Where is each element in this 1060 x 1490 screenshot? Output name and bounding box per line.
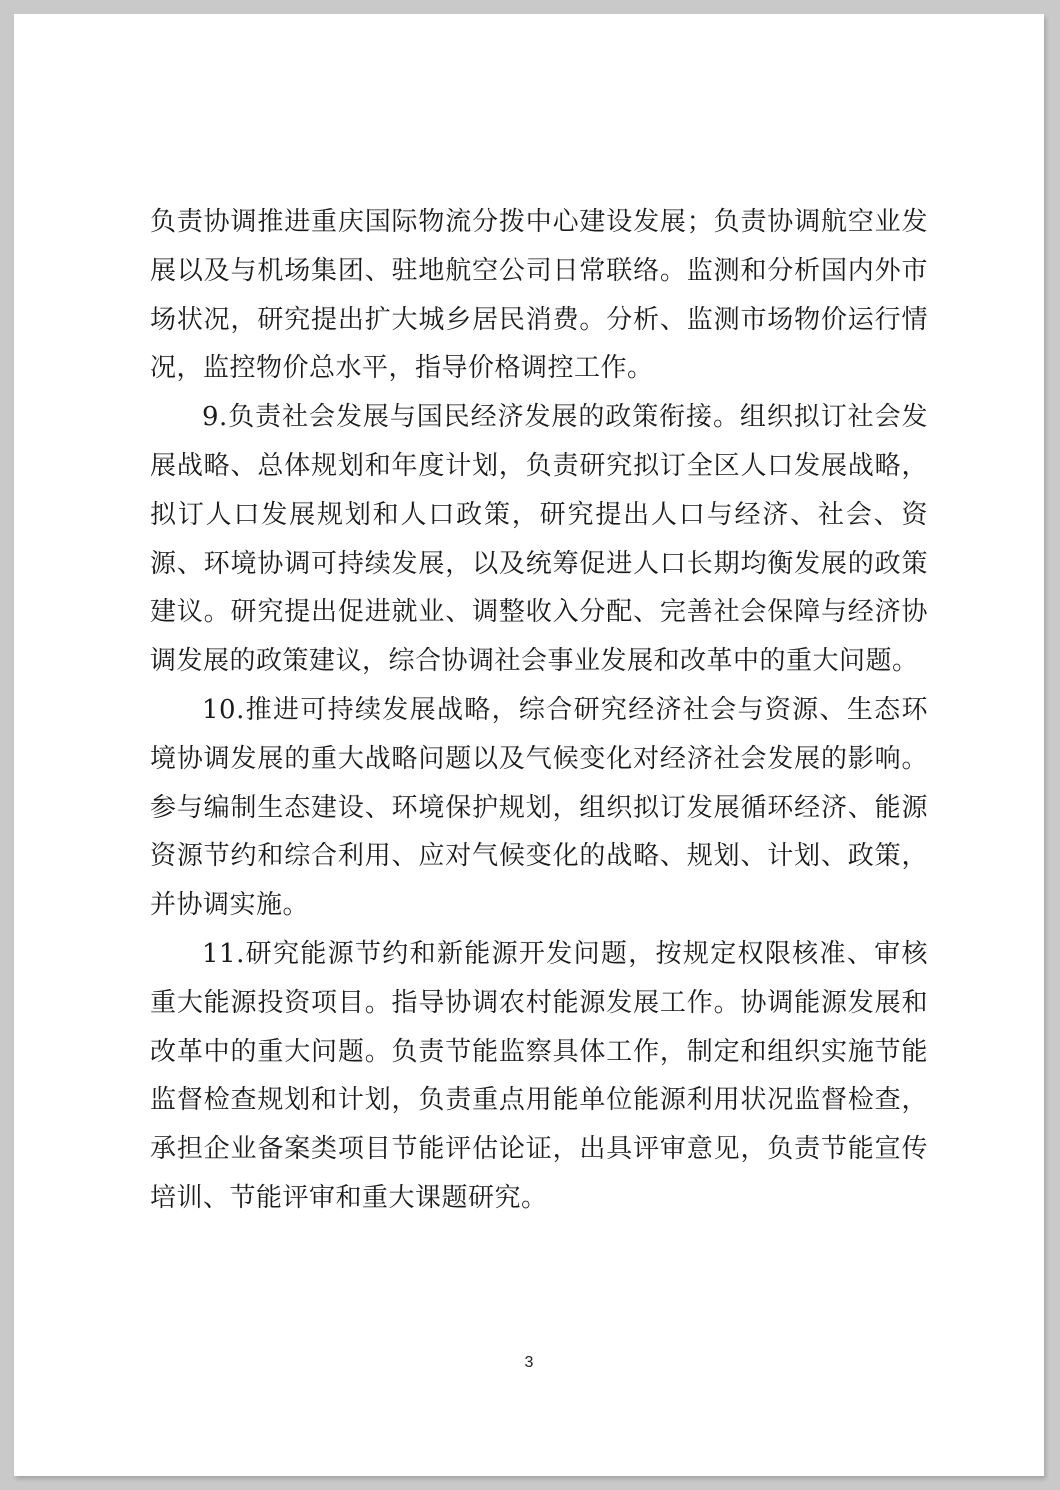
document-body <box>150 198 928 1223</box>
paragraph-item-10: 10.推进可持续发展战略，综合研究经济社会与资源、生态环境协调发展的重大战略问题以及气候变化对经济社会发展的影响。参与编制生态建设、环境保护规划，组织拟订发展循环经济、能源资源节约和综合利用、应对气候变化的战略、规划、计划、政策，并协调实施。 <box>150 694 928 921</box>
paragraph-continuation: 负责协调推进重庆国际物流分拨中心建设发展；负责协调航空业发展以及与机场集团、驻地航空公司日常联络。监测和分析国内外市场状况，研究提出扩大城乡居民消费。分析、监测市场物价运行情况，监控物价总水平，指导价格调控工作。 <box>150 207 928 384</box>
document-page <box>14 14 1044 1476</box>
page-number: 3 <box>524 1354 534 1371</box>
paragraph-item-11: 11.研究能源节约和新能源开发问题，按规定权限核准、审核重大能源投资项目。指导协调农村能源发展工作。协调能源发展和改革中的重大问题。负责节能监察具体工作，制定和组织实施节能监督检查规划和计划，负责重点用能单位能源利用状况监督检查，承担企业备案类项目节能评估论证，出具评审意见，负责节能宣传培训、节能评审和重大课题研究。 <box>150 938 928 1213</box>
paragraph-item-9: 9.负责社会发展与国民经济发展的政策衔接。组织拟订社会发展战略、总体规划和年度计划，负责研究拟订全区人口发展战略，拟订人口发展规划和人口政策，研究提出人口与经济、社会、资源、环境协调可持续发展，以及统筹促进人口长期均衡发展的政策建议。研究提出促进就业、调整收入分配、完善社会保障与经济协调发展的政策建议，综合协调社会事业发展和改革中的重大问题。 <box>150 402 928 677</box>
